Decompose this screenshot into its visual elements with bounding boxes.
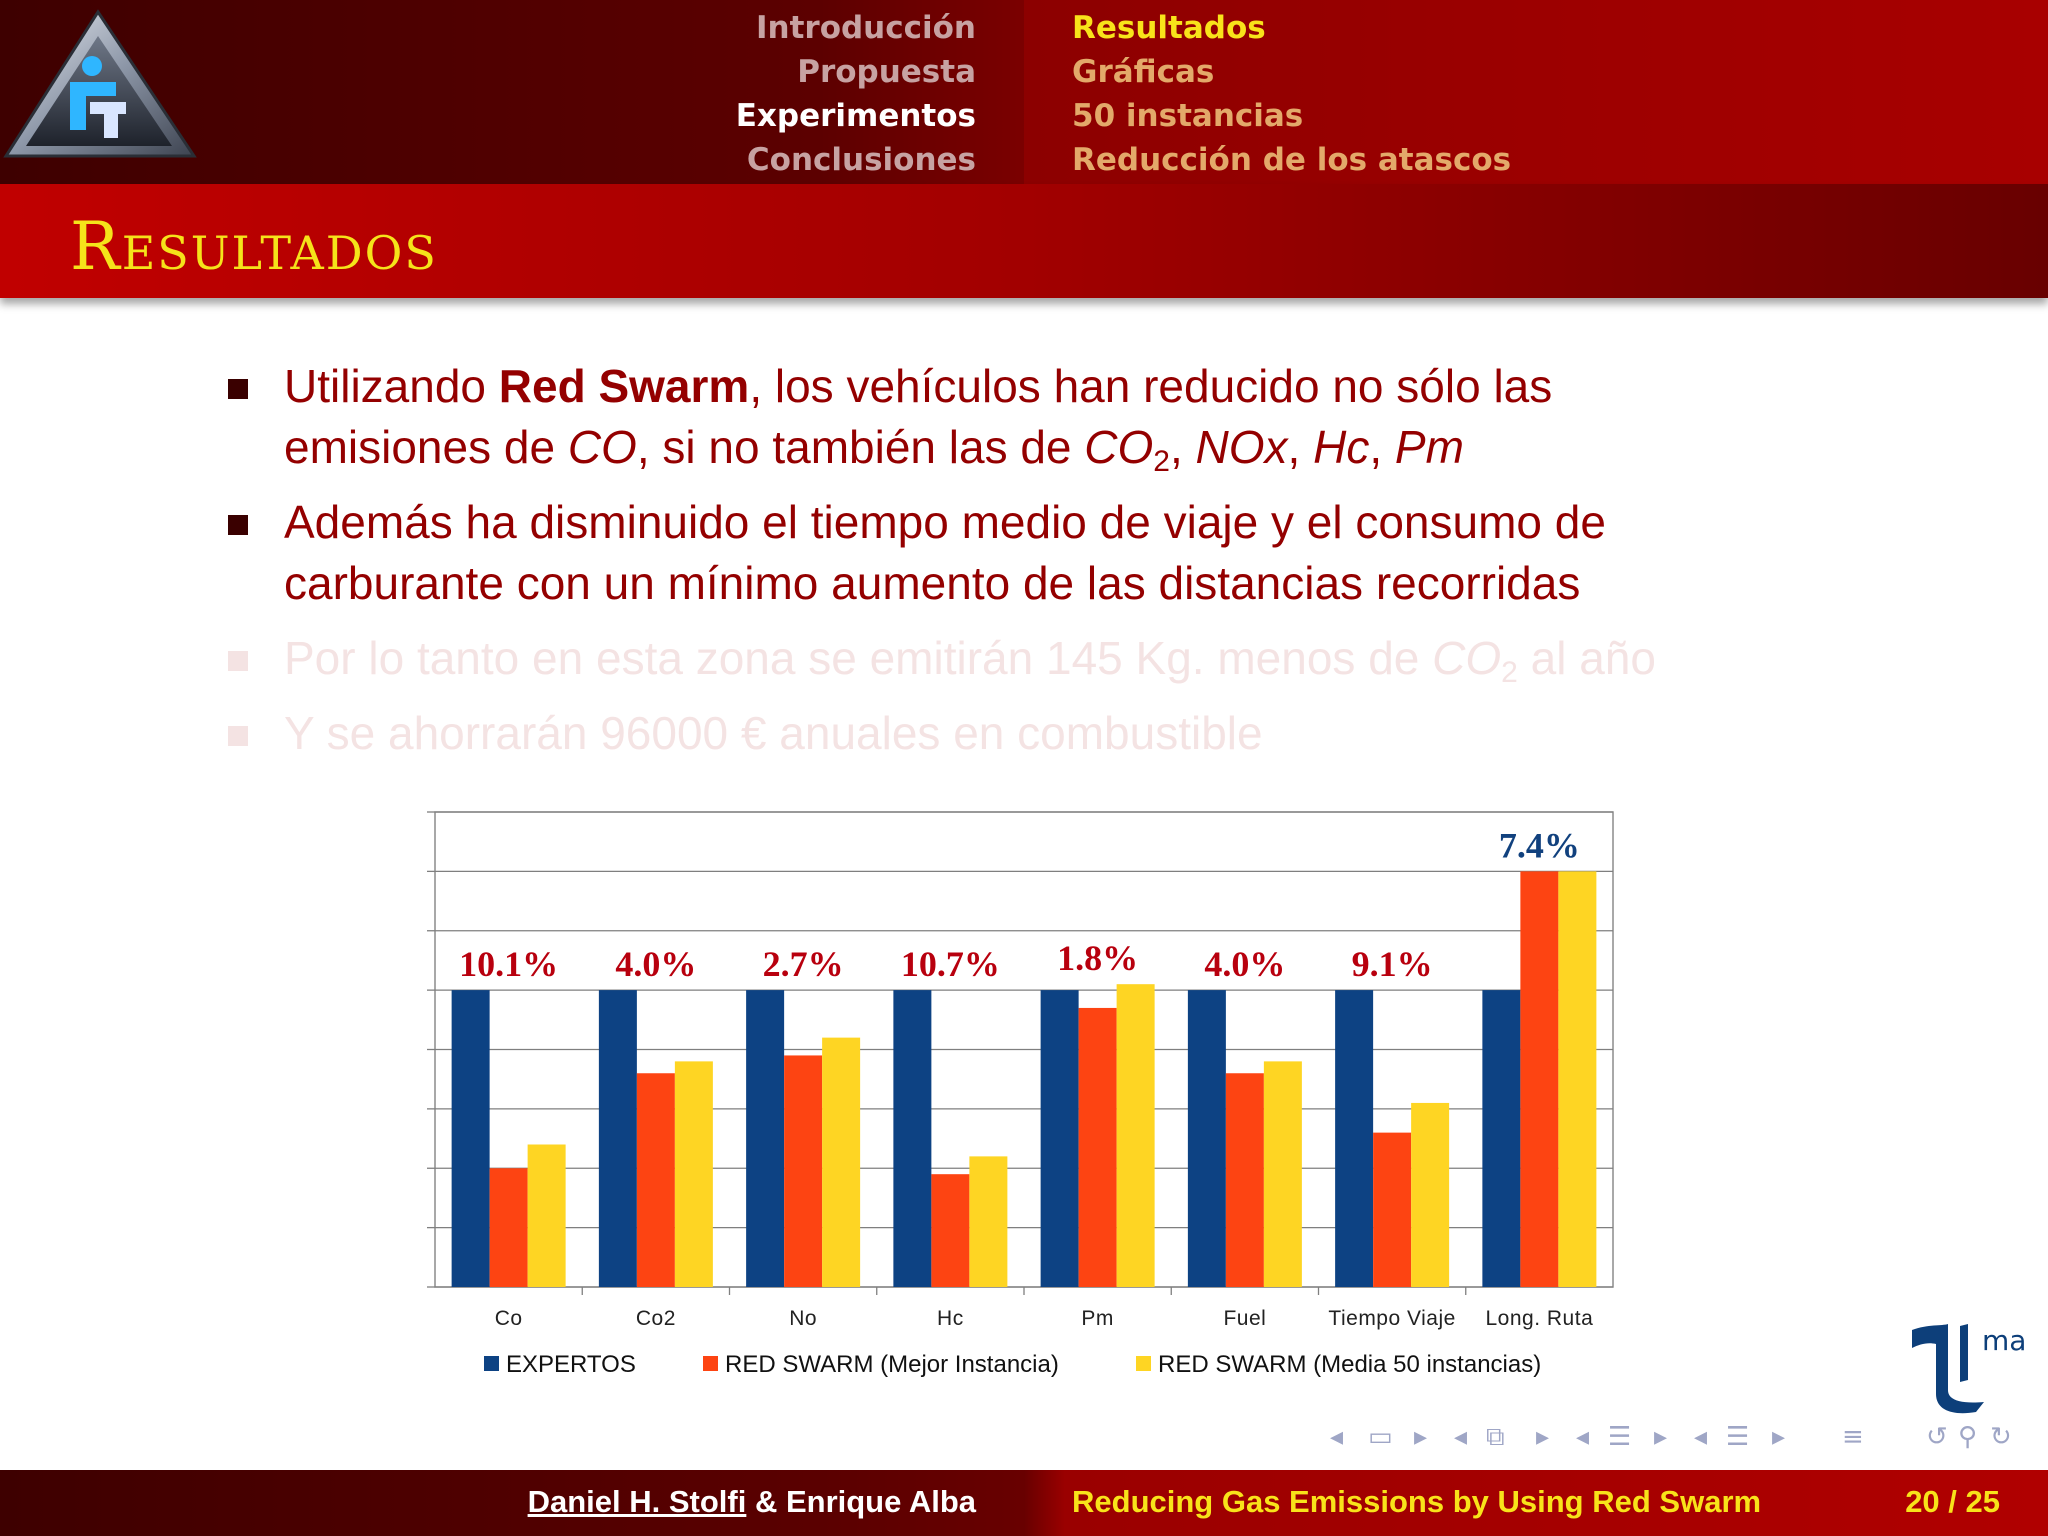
bar-2-no	[784, 1055, 822, 1287]
bar-3-hc	[969, 1156, 1007, 1287]
data-label: 1.8%	[1057, 938, 1139, 979]
bar-1-co	[452, 990, 490, 1287]
arrow-left-icon[interactable]: ◂	[1330, 1422, 1344, 1452]
arrow-left-icon[interactable]: ◂	[1454, 1422, 1468, 1452]
uma-logo	[1908, 1320, 2038, 1420]
footer-author-link[interactable]: Daniel H. Stolfi	[527, 1484, 747, 1519]
arrow-right-icon[interactable]: ▸	[1654, 1422, 1668, 1452]
nav-section-experimentos[interactable]: Experimentos	[735, 98, 976, 134]
bullet-2-line-1: Además ha disminuido el tiempo medio de viaje y el consumo de	[284, 496, 1606, 548]
legend-swatch	[1136, 1356, 1151, 1371]
subsection-icon[interactable]: ☰	[1726, 1422, 1750, 1452]
slide-title: Resultados	[70, 208, 438, 285]
search-icon[interactable]: ⚲	[1958, 1422, 1978, 1452]
x-tick-label: Co	[494, 1307, 523, 1330]
bullet-3-text: Por lo tanto en esta zona se emitirán 145 Kg. menos de $CO_2$ al año	[284, 632, 1656, 689]
bar-2-tiempo-viaje	[1373, 1133, 1411, 1287]
frames-icon[interactable]: ⧉	[1486, 1422, 1505, 1452]
bar-2-co	[490, 1168, 528, 1287]
bar-3-co2	[675, 1061, 713, 1287]
bar-2-co2	[637, 1073, 675, 1287]
data-label: 2.7%	[762, 944, 844, 985]
bar-2-pm	[1079, 1008, 1117, 1287]
bar-3-tiempo-viaje	[1411, 1103, 1449, 1287]
bar-1-pm	[1041, 990, 1079, 1287]
data-label: 10.1%	[459, 944, 559, 985]
undo-icon[interactable]: ↺	[1926, 1422, 1948, 1452]
nav-subsection-graficas[interactable]: Gráficas	[1072, 54, 1215, 90]
bar-1-hc	[893, 990, 931, 1287]
institution-logo	[0, 6, 200, 166]
data-label: 9.1%	[1351, 944, 1433, 985]
bar-3-co	[528, 1145, 566, 1288]
x-tick-label: Pm	[1081, 1307, 1114, 1330]
uma-logo-text: ma	[1982, 1324, 2027, 1357]
results-bar-chart	[420, 800, 1630, 1390]
bar-3-fuel	[1264, 1061, 1302, 1287]
x-tick-label: No	[789, 1307, 818, 1330]
x-tick-label: Hc	[937, 1307, 964, 1330]
frame-icon[interactable]: ▭	[1368, 1422, 1393, 1452]
legend-entry: EXPERTOS	[506, 1351, 636, 1378]
nav-subsection-50-instancias[interactable]: 50 instancias	[1072, 98, 1304, 134]
arrow-right-icon[interactable]: ▸	[1772, 1422, 1786, 1452]
bullet-1-line-2: emisiones de CO, si no también las de $CO_2$, NOx, Hc, Pm	[284, 421, 1464, 478]
data-label: 4.0%	[615, 944, 697, 985]
bullet-marker	[228, 726, 248, 746]
footer-page-number: 20 / 25	[1905, 1484, 2000, 1519]
bar-1-co2	[599, 990, 637, 1287]
footer-authors	[528, 1484, 976, 1520]
x-tick-label: Long. Ruta	[1485, 1307, 1594, 1330]
legend-entry: RED SWARM (Mejor Instancia)	[725, 1351, 1059, 1378]
legend-entry: RED SWARM (Media 50 instancias)	[1158, 1351, 1542, 1378]
nav-section-conclusiones[interactable]: Conclusiones	[746, 142, 976, 178]
arrow-right-icon[interactable]: ▸	[1414, 1422, 1428, 1452]
bar-3-no	[822, 1038, 860, 1287]
x-tick-label: Fuel	[1223, 1307, 1267, 1330]
bar-1-tiempo-viaje	[1335, 990, 1373, 1287]
bullet-marker	[228, 651, 248, 671]
bar-3-pm	[1117, 984, 1155, 1287]
arrow-right-icon[interactable]: ▸	[1536, 1422, 1550, 1452]
data-label: 7.4%	[1498, 825, 1580, 866]
bullet-marker	[228, 379, 248, 399]
x-tick-label: Tiempo Viaje	[1328, 1307, 1456, 1330]
beamer-navigation	[1330, 1422, 2030, 1458]
legend-swatch	[703, 1356, 718, 1371]
bullet-2-line-2: carburante con un mínimo aumento de las distancias recorridas	[284, 557, 1581, 609]
bar-2-hc	[931, 1174, 969, 1287]
bar-1-no	[746, 990, 784, 1287]
nav-section-introduccion[interactable]: Introducción	[755, 10, 976, 46]
bullet-1-line-1: Utilizando Red Swarm, los vehículos han reducido no sólo las	[284, 360, 1553, 412]
nav-subsection-resultados[interactable]: Resultados	[1072, 10, 1266, 46]
nav-section-propuesta[interactable]: Propuesta	[797, 54, 976, 90]
bullet-marker	[228, 515, 248, 535]
arrow-left-icon[interactable]: ◂	[1576, 1422, 1590, 1452]
bar-2-fuel	[1226, 1073, 1264, 1287]
bar-1-fuel	[1188, 990, 1226, 1287]
bar-1-long-ruta	[1482, 990, 1520, 1287]
arrow-left-icon[interactable]: ◂	[1694, 1422, 1708, 1452]
bar-2-long-ruta	[1520, 871, 1558, 1287]
legend-swatch	[484, 1356, 499, 1371]
data-label: 10.7%	[900, 944, 1000, 985]
redo-icon[interactable]: ↻	[1990, 1422, 2012, 1452]
footer-title: Reducing Gas Emissions by Using Red Swarm	[1072, 1484, 1762, 1519]
align-icon[interactable]: ≡	[1842, 1422, 1864, 1452]
nav-subsection-reduccion-atascos[interactable]: Reducción de los atascos	[1072, 142, 1512, 178]
bar-3-long-ruta	[1558, 871, 1596, 1287]
section-icon[interactable]: ☰	[1608, 1422, 1632, 1452]
x-tick-label: Co2	[635, 1307, 676, 1330]
data-label: 4.0%	[1204, 944, 1286, 985]
bullet-4-text: Y se ahorrarán 96000 € anuales en combustible	[284, 707, 1263, 759]
footer-coauthor: & Enrique Alba	[746, 1484, 976, 1519]
